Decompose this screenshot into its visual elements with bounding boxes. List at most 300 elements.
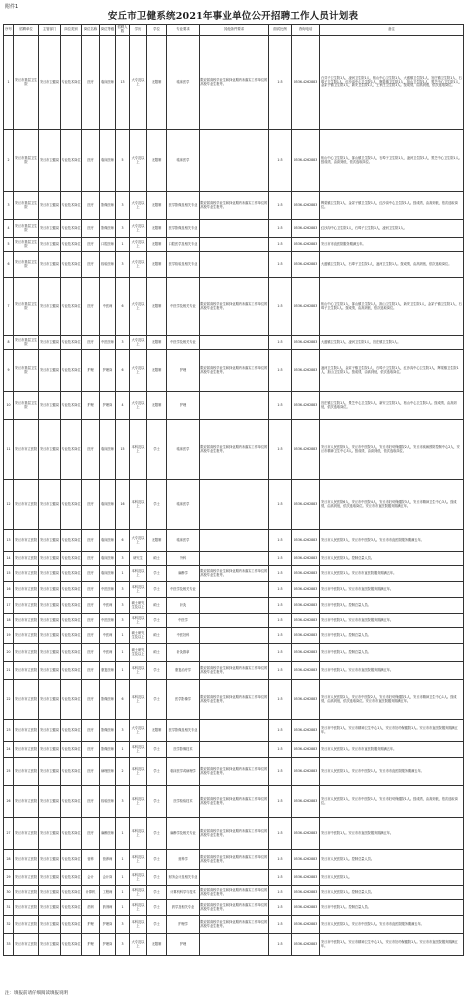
cell-num: 4	[116, 392, 130, 420]
cell-name: 医疗	[82, 720, 100, 742]
cell-ratio: 1:3	[269, 220, 292, 238]
cell-deg: 无限制	[147, 238, 167, 252]
cell-name: 护理	[82, 350, 100, 392]
cell-cond: 限应届高校毕业生和择业期内未落实工作单位的高校毕业生报考。	[200, 758, 269, 786]
header-cell: 咨询电话	[292, 25, 320, 36]
table-row	[4, 130, 464, 192]
cell-ratio: 1:3	[269, 934, 292, 956]
header-cell: 岗位等级	[100, 25, 116, 36]
cell-note: 安丘市人民医院2人，安丘市中医院1人。安丘市市直医院服务期满五年。	[320, 916, 464, 934]
cell-dept: 安丘市卫健局	[39, 278, 61, 336]
cell-deg: 学士	[147, 420, 167, 480]
cell-note: 柘山中心卫生院1人，郚山镇卫生院1人，担山卫生院1人，新安卫生院1人，金冢子镇卫生院1人，石埠子卫生院1人。按成绩，由高到低，依次选取岗位。	[320, 278, 464, 336]
cell-deg: 学士	[147, 870, 167, 886]
cell-seq: 29	[4, 870, 14, 886]
table-row	[4, 220, 464, 238]
cell-num: 2	[116, 758, 130, 786]
cell-ratio: 1:3	[269, 392, 292, 420]
cell-num: 1	[116, 886, 130, 900]
cell-ratio: 1:3	[269, 278, 292, 336]
cell-seq: 25	[4, 758, 14, 786]
cell-dept: 安丘市卫健局	[39, 530, 61, 552]
cell-unit: 安丘市市立医院	[14, 850, 39, 870]
cell-edu: 本科及以上	[130, 916, 147, 934]
table-row	[4, 420, 464, 480]
cell-edu: 大专及以上	[130, 238, 147, 252]
table-row	[4, 886, 464, 900]
cell-cat: 专业技术岗位	[61, 420, 82, 480]
cell-seq: 23	[4, 720, 14, 742]
cell-major: 中医学	[167, 614, 200, 628]
cell-cat: 专业技术岗位	[61, 720, 82, 742]
cell-note: 安丘市人民医院1人。安丘市市直医院服务期满五年。	[320, 742, 464, 758]
cell-cond	[200, 220, 269, 238]
cell-tel: 0536-4262883	[292, 350, 320, 392]
cell-name: 医疗	[82, 130, 100, 192]
cell-cond	[200, 934, 269, 956]
cell-seq: 8	[4, 336, 14, 350]
cell-name: 医疗	[82, 742, 100, 758]
cell-deg: 学士	[147, 582, 167, 598]
cell-seq: 14	[4, 552, 14, 566]
cell-deg: 硕士	[147, 644, 167, 662]
cell-cond: 限应届高校毕业生和择业期内未落实工作单位的高校毕业生报考。	[200, 850, 269, 870]
cell-name: 医疗	[82, 530, 100, 552]
cell-edu: 本科及以上	[130, 566, 147, 582]
cell-dept: 安丘市卫健局	[39, 644, 61, 662]
cell-tel: 0536-4262883	[292, 644, 320, 662]
table-body	[4, 36, 464, 956]
cell-edu: 大专及以上	[130, 36, 147, 130]
cell-unit: 安丘市市立医院	[14, 628, 39, 644]
cell-name: 医疗	[82, 786, 100, 818]
cell-major: 护理	[167, 350, 200, 392]
cell-name: 医疗	[82, 758, 100, 786]
cell-unit: 安丘市市立医院	[14, 614, 39, 628]
cell-seq: 5	[4, 238, 14, 252]
cell-edu: 大专及以上	[130, 934, 147, 956]
cell-edu: 大专及以上	[130, 192, 147, 220]
cell-num: 6	[116, 530, 130, 552]
table-row	[4, 742, 464, 758]
cell-note: 安丘市人民医院1人。控制总量人员。	[320, 886, 464, 900]
cell-note: 安丘市人民医院3人，安丘市中医院3人。安丘市市直医院服务期满五年。	[320, 530, 464, 552]
cell-name: 医疗	[82, 614, 100, 628]
cell-level: 检验医师	[100, 786, 116, 818]
cell-ratio: 1:3	[269, 786, 292, 818]
cell-dept: 安丘市卫健局	[39, 916, 61, 934]
cell-major: 医学检验技术	[167, 786, 200, 818]
cell-num: 1	[116, 662, 130, 680]
cell-edu: 大专及以上	[130, 252, 147, 278]
cell-deg: 无限制	[147, 392, 167, 420]
cell-level: 病理医师	[100, 758, 116, 786]
header-cell: 招聘人数	[116, 25, 130, 36]
cell-name: 护理	[82, 916, 100, 934]
cell-tel: 0536-4262883	[292, 192, 320, 220]
cell-unit: 安丘市市立医院	[14, 934, 39, 956]
cell-cat: 专业技术岗位	[61, 598, 82, 614]
cell-dept: 安丘市卫健局	[39, 420, 61, 480]
cell-cond: 限应届高校毕业生和择业期内未落实工作单位的高校毕业生报考。	[200, 350, 269, 392]
cell-tel: 0536-4262883	[292, 916, 320, 934]
cell-num: 3	[116, 934, 130, 956]
cell-major: 计算机科学与技术	[167, 886, 200, 900]
cell-unit: 安丘市市立医院	[14, 742, 39, 758]
cell-seq: 9	[4, 350, 14, 392]
cell-cat: 专业技术岗位	[61, 680, 82, 720]
cell-name: 医疗	[82, 36, 100, 130]
cell-tel: 0536-4262883	[292, 662, 320, 680]
cell-num: 1	[116, 644, 130, 662]
cell-unit: 安丘市市立医院	[14, 552, 39, 566]
cell-level: 护理岗	[100, 916, 116, 934]
cell-unit: 安丘市基层卫生院	[14, 350, 39, 392]
cell-level: 检验医师	[100, 252, 116, 278]
table-row	[4, 850, 464, 870]
cell-unit: 安丘市基层卫生院	[14, 36, 39, 130]
cell-level: 影像医师	[100, 742, 116, 758]
cell-tel: 0536-4262883	[292, 552, 320, 566]
cell-cat: 专业技术岗位	[61, 278, 82, 336]
cell-cat: 专业技术岗位	[61, 238, 82, 252]
cell-cat: 专业技术岗位	[61, 350, 82, 392]
cell-unit: 安丘市市立医院	[14, 530, 39, 552]
cell-unit: 安丘市市立医院	[14, 818, 39, 850]
cell-note: 安丘市人民医院1人。	[320, 870, 464, 886]
cell-cond	[200, 336, 269, 350]
cell-level: 临床医师	[100, 480, 116, 530]
cell-level: 影像医师	[100, 220, 116, 238]
cell-seq: 30	[4, 886, 14, 900]
cell-tel: 0536-4262883	[292, 628, 320, 644]
cell-name: 医疗	[82, 420, 100, 480]
cell-seq: 11	[4, 420, 14, 480]
header-cell: 专业要求	[167, 25, 200, 36]
cell-major: 口腔医学及相关专业	[167, 238, 200, 252]
cell-ratio: 1:3	[269, 870, 292, 886]
cell-unit: 安丘市市立医院	[14, 900, 39, 916]
cell-unit: 安丘市市立医院	[14, 758, 39, 786]
cell-cond: 限应届高校毕业生和择业期内未落实工作单位的高校毕业生报考。	[200, 886, 269, 900]
cell-cat: 专业技术岗位	[61, 886, 82, 900]
cell-unit: 安丘市基层卫生院	[14, 336, 39, 350]
cell-num: 1	[116, 818, 130, 850]
table-row	[4, 720, 464, 742]
cell-cond	[200, 644, 269, 662]
cell-cat: 专业技术岗位	[61, 480, 82, 530]
cell-num: 3	[116, 614, 130, 628]
header-cell: 学位	[147, 25, 167, 36]
cell-ratio: 1:3	[269, 680, 292, 720]
cell-edu: 本科及以上	[130, 662, 147, 680]
cell-ratio: 1:3	[269, 900, 292, 916]
cell-dept: 安丘市卫健局	[39, 566, 61, 582]
cell-num: 3	[116, 220, 130, 238]
cell-num: 1	[116, 742, 130, 758]
header-cell: 主管部门	[39, 25, 61, 36]
cell-name: 医疗	[82, 598, 100, 614]
cell-ratio: 1:3	[269, 238, 292, 252]
cell-edu: 大专及以上	[130, 130, 147, 192]
cell-seq: 7	[4, 278, 14, 336]
cell-tel: 0536-4262883	[292, 566, 320, 582]
cell-edu: 硕士研究生及以上	[130, 644, 147, 662]
cell-dept: 安丘市卫健局	[39, 36, 61, 130]
recruitment-plan-table	[3, 24, 464, 956]
cell-level: 麻醉医师	[100, 818, 116, 850]
cell-seq: 10	[4, 392, 14, 420]
cell-deg: 无限制	[147, 220, 167, 238]
cell-major: 护理	[167, 934, 200, 956]
cell-unit: 安丘市市立医院	[14, 662, 39, 680]
cell-num: 16	[116, 480, 130, 530]
cell-name: 医疗	[82, 220, 100, 238]
cell-dept: 安丘市卫健局	[39, 192, 61, 220]
cell-name: 医疗	[82, 582, 100, 598]
cell-major: 护理	[167, 392, 200, 420]
cell-cat: 专业技术岗位	[61, 552, 82, 566]
cell-deg: 无限制	[147, 252, 167, 278]
cell-level: 中医医师	[100, 582, 116, 598]
table-header-row	[4, 25, 464, 36]
cell-deg: 学士	[147, 742, 167, 758]
cell-edu: 大专及以上	[130, 220, 147, 238]
cell-note: 大盛镇卫生院1人，凌河卫生院1人，官庄镇卫生院1人。	[320, 336, 464, 350]
cell-cat: 专业技术岗位	[61, 614, 82, 628]
cell-ratio: 1:3	[269, 628, 292, 644]
cell-note: 安丘市中医院1人。安丘市市直医院服务期满五年。	[320, 662, 464, 680]
cell-note: 安丘市中医院1人。控制总量人员。	[320, 644, 464, 662]
cell-seq: 13	[4, 530, 14, 552]
cell-cond	[200, 720, 269, 742]
cell-cond	[200, 238, 269, 252]
cell-cond: 限应届高校毕业生和择业期内未落实工作单位的高校毕业生报考。	[200, 662, 269, 680]
cell-num: 6	[116, 680, 130, 720]
cell-note: 白芬子卫生院1人，凌河卫生院1人，柘山中心卫生院1人，大盛镇卫生院1人，官庄镇卫生院1人，石埠子卫生院1人，红沙沟中心卫生院1人，辉渠镇卫生院1人，担山卫生院1人，景芝中心卫生院1人，金冢子镇卫生院1人，新安卫生院1人，王家庄卫生院1人。按成绩，由高到低，依次选取岗位。	[320, 36, 464, 130]
cell-num: 1	[116, 900, 130, 916]
cell-level: 影像医师	[100, 720, 116, 742]
header-cell: 岗位名称	[82, 25, 100, 36]
table-row	[4, 530, 464, 552]
cell-major: 药学及相关专业	[167, 900, 200, 916]
cell-level: 临床医师	[100, 530, 116, 552]
cell-num: 3	[116, 336, 130, 350]
cell-cat: 专业技术岗位	[61, 130, 82, 192]
cell-edu: 本科及以上	[130, 758, 147, 786]
cell-unit: 安丘市市立医院	[14, 870, 39, 886]
cell-edu: 本科及以上	[130, 818, 147, 850]
cell-major: 医学影像技术	[167, 742, 200, 758]
cell-level: 临床医师	[100, 420, 116, 480]
cell-edu: 本科及以上	[130, 680, 147, 720]
cell-note: 安丘市中医院1人。控制总量人员。	[320, 900, 464, 916]
cell-name: 医疗	[82, 278, 100, 336]
cell-major: 营养学	[167, 850, 200, 870]
cell-tel: 0536-4262883	[292, 220, 320, 238]
cell-seq: 21	[4, 662, 14, 680]
cell-num: 5	[116, 130, 130, 192]
cell-deg: 硕士	[147, 598, 167, 614]
cell-tel: 0536-4262883	[292, 900, 320, 916]
cell-level: 中医师	[100, 628, 116, 644]
cell-cat: 专业技术岗位	[61, 662, 82, 680]
cell-ratio: 1:3	[269, 758, 292, 786]
cell-dept: 安丘市卫健局	[39, 850, 61, 870]
cell-unit: 安丘市基层卫生院	[14, 278, 39, 336]
cell-note: 安丘市人民医院1人，安丘市中医院1人。安丘市市直医院服务期满五年。	[320, 758, 464, 786]
cell-name: 护理	[82, 934, 100, 956]
cell-tel: 0536-4262883	[292, 420, 320, 480]
cell-seq: 20	[4, 644, 14, 662]
cell-unit: 安丘市市立医院	[14, 598, 39, 614]
cell-unit: 安丘市市立医院	[14, 786, 39, 818]
cell-level: 中医师	[100, 644, 116, 662]
cell-major: 临床医学	[167, 530, 200, 552]
cell-dept: 安丘市卫健局	[39, 336, 61, 350]
cell-edu: 大专及以上	[130, 392, 147, 420]
cell-cond	[200, 598, 269, 614]
cell-note: 凌河卫生院1人，金冢子镇卫生院1人，石埠子卫生院1人，红沙沟中心卫生院1人，辉渠镇卫生院1人，担山卫生院1人。按成绩，由高到低，依次选取岗位。	[320, 350, 464, 392]
table-row	[4, 680, 464, 720]
cell-major: 临床医学	[167, 130, 200, 192]
cell-num: 3	[116, 582, 130, 598]
cell-name: 计算机	[82, 886, 100, 900]
cell-tel: 0536-4262883	[292, 480, 320, 530]
cell-unit: 安丘市市立医院	[14, 420, 39, 480]
cell-unit: 安丘市基层卫生院	[14, 220, 39, 238]
cell-seq: 31	[4, 900, 14, 916]
cell-dept: 安丘市卫健局	[39, 220, 61, 238]
cell-note: 安丘市人民医院2人，安丘市中医院2人，安丘市妇幼保健院1人，安丘市精神卫生中心1人。按成绩，由高到低，依次选取岗位。安丘市市直医院服务期满五年。	[320, 680, 464, 720]
cell-cond: 限应届高校毕业生和择业期内未落实工作单位的高校毕业生报考。	[200, 680, 269, 720]
table-row	[4, 552, 464, 566]
cell-cat: 专业技术岗位	[61, 336, 82, 350]
cell-num: 1	[116, 850, 130, 870]
cell-ratio: 1:3	[269, 720, 292, 742]
cell-cat: 专业技术岗位	[61, 530, 82, 552]
cell-seq: 4	[4, 220, 14, 238]
cell-dept: 安丘市卫健局	[39, 130, 61, 192]
cell-major: 外科	[167, 552, 200, 566]
cell-cond: 限应届高校毕业生和择业期内未落实工作单位的高校毕业生报考。	[200, 420, 269, 480]
cell-major: 针灸推拿	[167, 644, 200, 662]
cell-dept: 安丘市卫健局	[39, 786, 61, 818]
cell-tel: 0536-4262883	[292, 614, 320, 628]
table-row	[4, 252, 464, 278]
table-row	[4, 870, 464, 886]
cell-edu: 大专及以上	[130, 530, 147, 552]
cell-level: 临床医师	[100, 552, 116, 566]
cell-name: 医疗	[82, 628, 100, 644]
cell-cond	[200, 480, 269, 530]
cell-seq: 32	[4, 916, 14, 934]
cell-edu: 硕士研究生及以上	[130, 598, 147, 614]
cell-edu: 大专及以上	[130, 350, 147, 392]
cell-dept: 安丘市卫健局	[39, 934, 61, 956]
cell-cond	[200, 628, 269, 644]
cell-deg: 无限制	[147, 36, 167, 130]
cell-tel: 0536-4262883	[292, 934, 320, 956]
cell-edu: 本科及以上	[130, 614, 147, 628]
cell-seq: 27	[4, 818, 14, 850]
cell-cat: 专业技术岗位	[61, 758, 82, 786]
cell-seq: 22	[4, 680, 14, 720]
cell-cond	[200, 530, 269, 552]
cell-ratio: 1:3	[269, 480, 292, 530]
cell-dept: 安丘市卫健局	[39, 582, 61, 598]
cell-cond: 限应届高校毕业生和择业期内未落实工作单位的高校毕业生报考。	[200, 916, 269, 934]
cell-deg: 无限制	[147, 192, 167, 220]
cell-edu: 本科及以上	[130, 900, 147, 916]
cell-dept: 安丘市卫健局	[39, 680, 61, 720]
cell-tel: 0536-4262883	[292, 392, 320, 420]
cell-deg: 学士	[147, 758, 167, 786]
cell-dept: 安丘市卫健局	[39, 742, 61, 758]
table-row	[4, 628, 464, 644]
cell-note: 辉渠镇卫生院1人，金冢子镇卫生院1人，红沙沟中心卫生院1人。按成绩，由高到低，依次选取岗位。	[320, 192, 464, 220]
cell-deg: 学士	[147, 614, 167, 628]
cell-edu: 硕士研究生及以上	[130, 628, 147, 644]
cell-unit: 安丘市市立医院	[14, 720, 39, 742]
cell-num: 6	[116, 350, 130, 392]
cell-deg: 无限制	[147, 130, 167, 192]
cell-deg: 无限制	[147, 934, 167, 956]
cell-num: 3	[116, 252, 130, 278]
cell-note: 安丘市中医院1人。安丘市市直医院服务期满五年。	[320, 818, 464, 850]
cell-edu: 本科及以上	[130, 582, 147, 598]
cell-ratio: 1:3	[269, 552, 292, 566]
cell-cond	[200, 582, 269, 598]
cell-num: 3	[116, 552, 130, 566]
cell-deg: 学士	[147, 786, 167, 818]
cell-note: 大盛镇卫生院1人，石埠子卫生院1人，凌河卫生院1人。按成绩，由高到低，依次选取岗位。	[320, 252, 464, 278]
cell-note: 红沙沟中心卫生院1人，石埠子卫生院1人，凌河卫生院1人。	[320, 220, 464, 238]
cell-major: 康复治疗学	[167, 662, 200, 680]
cell-cond: 限应届高校毕业生和择业期内未落实工作单位的高校毕业生报考。	[200, 192, 269, 220]
cell-cond: 限应届高校毕业生和择业期内未落实工作单位的高校毕业生报考。	[200, 786, 269, 818]
cell-note: 安丘市中医院3人。控制总量人员。	[320, 598, 464, 614]
cell-ratio: 1:3	[269, 530, 292, 552]
cell-num: 3	[116, 916, 130, 934]
table-row	[4, 786, 464, 818]
cell-cond	[200, 870, 269, 886]
cell-edu: 研究生	[130, 552, 147, 566]
cell-ratio: 1:3	[269, 192, 292, 220]
cell-tel: 0536-4262883	[292, 278, 320, 336]
cell-note: 安丘市中医院3人。安丘市市直医院服务期满五年。	[320, 582, 464, 598]
cell-seq: 16	[4, 582, 14, 598]
cell-name: 医疗	[82, 644, 100, 662]
cell-dept: 安丘市卫健局	[39, 662, 61, 680]
cell-dept: 安丘市卫健局	[39, 552, 61, 566]
cell-unit: 安丘市市立医院	[14, 582, 39, 598]
cell-edu: 本科及以上	[130, 850, 147, 870]
cell-note: 安丘市中医院1人，安丘市精神卫生中心1人，安丘市妇幼保健院1人。安丘市市直医院服务期满五年。	[320, 934, 464, 956]
cell-major: 医学影像及相关专业	[167, 720, 200, 742]
cell-tel: 0536-4262883	[292, 758, 320, 786]
cell-dept: 安丘市卫健局	[39, 480, 61, 530]
cell-major: 医学检验及相关专业	[167, 252, 200, 278]
cell-cat: 专业技术岗位	[61, 742, 82, 758]
cell-seq: 12	[4, 480, 14, 530]
cell-note: 官庄镇卫生院1人，景芝中心卫生院1人，新安卫生院1人，柘山中心卫生院1人。按成绩，由高到低，依次选取岗位。	[320, 392, 464, 420]
cell-level: 康复医师	[100, 662, 116, 680]
cell-ratio: 1:3	[269, 644, 292, 662]
cell-ratio: 1:3	[269, 850, 292, 870]
cell-note: 安丘市人民医院3人。控制总量人员。	[320, 552, 464, 566]
cell-major: 医学影像学	[167, 680, 200, 720]
